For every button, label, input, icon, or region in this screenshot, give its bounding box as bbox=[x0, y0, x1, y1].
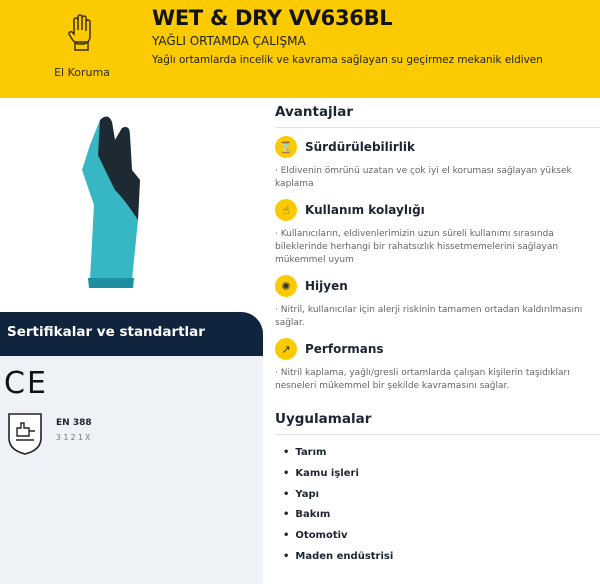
advantage-description: · Kullanıcıların, eldivenlerimizin uzun süreli kullanımı sırasında bileklerinde herhangi bir rahatsızlık hissetmemelerini sağlayan mükemmel uyum bbox=[275, 229, 559, 265]
application-item: • Tarım bbox=[283, 447, 600, 468]
advantage-title: Hijyen bbox=[305, 279, 348, 293]
advantages-title: Avantajlar bbox=[275, 104, 600, 128]
hand-icon: ☝ bbox=[275, 199, 297, 221]
application-item: • Maden endüstrisi bbox=[283, 551, 600, 572]
hourglass-icon: ⌛ bbox=[275, 136, 297, 158]
certifications-tab: Sertifikalar ve standartlar bbox=[0, 312, 263, 356]
product-subtitle: YAĞLI ORTAMDA ÇALIŞMA bbox=[152, 34, 306, 48]
applications-section bbox=[275, 411, 600, 572]
advantage-description: · Nitril, kullanıcılar için alerji riskinin tamamen ortadan kaldırılmasını sağlar. bbox=[275, 305, 583, 328]
advantage-description: · Eldivenin ömrünü uzatan ve çok iyi el koruması sağlayan yüksek kaplama bbox=[275, 166, 572, 189]
product-image-glove bbox=[60, 110, 160, 295]
advantage-item bbox=[275, 338, 600, 360]
ce-mark: CE bbox=[4, 366, 48, 401]
applications-title: Uygulamalar bbox=[275, 411, 600, 435]
advantage-title: Sürdürülebilirlik bbox=[305, 140, 416, 154]
standard-code: 3121X bbox=[56, 433, 93, 442]
application-item: • Bakım bbox=[283, 509, 600, 530]
application-item: • Otomotiv bbox=[283, 530, 600, 551]
en388-shield-icon bbox=[7, 412, 43, 456]
product-title: WET & DRY VV636BL bbox=[152, 6, 393, 30]
trend-up-icon: ↗ bbox=[275, 338, 297, 360]
application-item: • Yapı bbox=[283, 489, 600, 510]
category-label: El Koruma bbox=[54, 66, 110, 79]
product-header bbox=[0, 0, 600, 98]
glove-icon bbox=[66, 12, 96, 52]
advantage-description: · Nitril kaplama, yağlı/gresli ortamlarda çalışan kişilerin taşıdıkları nesneleri mükemmel bir şekilde kavramasını sağlar. bbox=[275, 368, 570, 391]
details-column bbox=[275, 104, 600, 572]
advantage-item bbox=[275, 275, 600, 297]
application-item: • Kamu işleri bbox=[283, 468, 600, 489]
standard-name: EN 388 bbox=[56, 418, 92, 428]
advantage-title: Performans bbox=[305, 342, 384, 356]
advantage-title: Kullanım kolaylığı bbox=[305, 203, 425, 217]
certifications-panel bbox=[0, 356, 263, 584]
germ-icon: ✺ bbox=[275, 275, 297, 297]
advantage-item bbox=[275, 136, 600, 158]
product-description: Yağlı ortamlarda incelik ve kavrama sağlayan su geçirmez mekanik eldiven bbox=[152, 54, 543, 66]
advantage-item bbox=[275, 199, 600, 221]
